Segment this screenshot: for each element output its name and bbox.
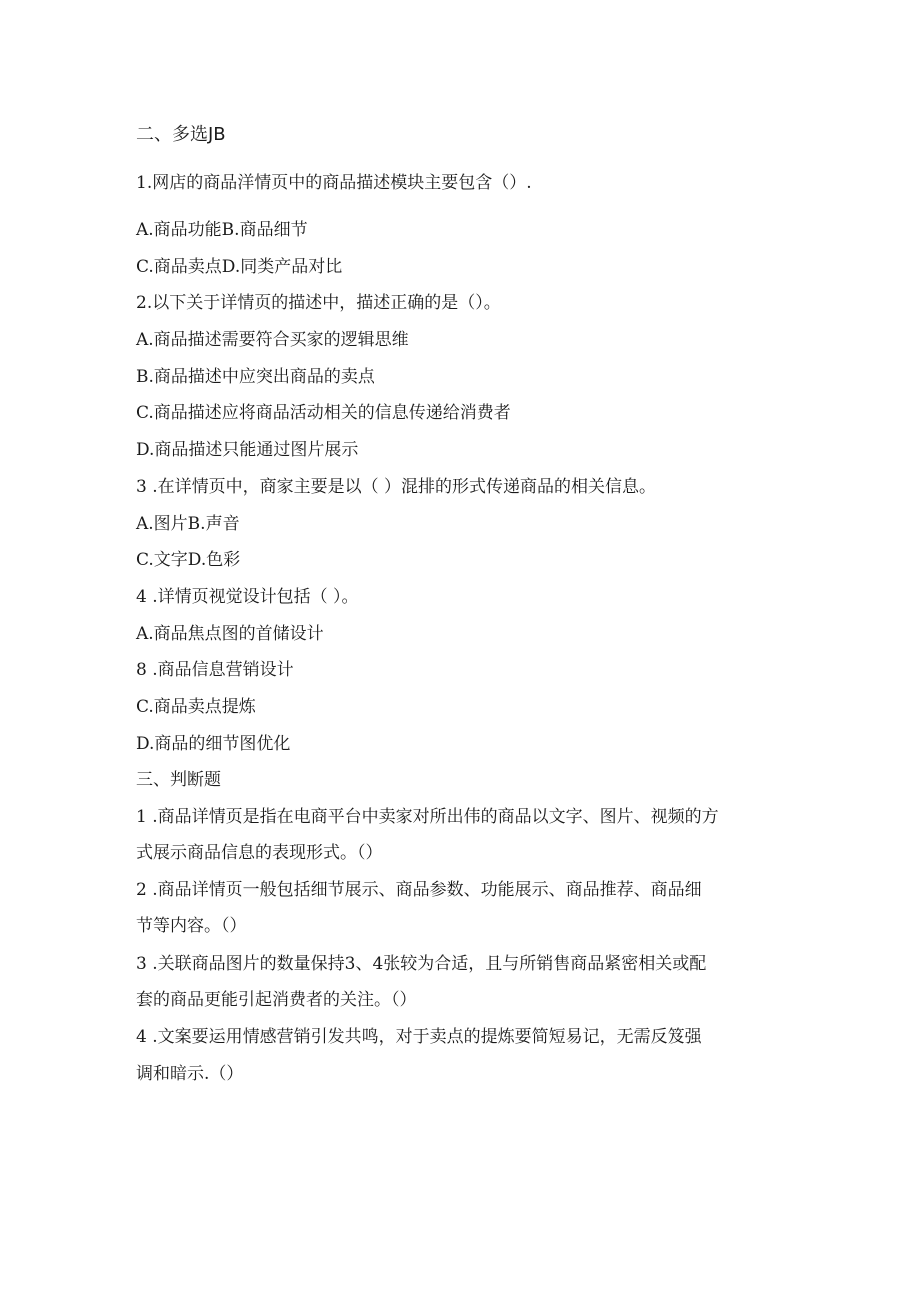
question-stem-1: 1.网店的商品洋情页中的商品描述模块主要包含（）. [136,173,532,193]
question-3-options-ab: A.图片B.声音 [136,514,240,534]
question-4-option-a: A.商品焦点图的首储设计 [136,624,324,644]
question-3-options-cd: C.文字D.色彩 [136,550,241,570]
section-heading-multi-choice: 二、多选JB [136,124,226,145]
question-1-options-ab: A.商品功能B.商品细节 [136,220,308,240]
question-4-option-b: 8 .商品信息营销设计 [136,660,294,680]
judge-question-2-line-1: 2 .商品详情页一般包括细节展示、商品参数、功能展示、商品推荐、商品细 [136,880,702,900]
section-heading-true-false: 三、判断题 [136,770,221,790]
question-2-option-b: B.商品描述中应突出商品的卖点 [136,367,375,387]
question-stem-3: 3 .在详情页中，商家主要是以（ ）混排的形式传递商品的相关信息。 [136,477,657,497]
judge-question-3-line-1: 3 .关联商品图片的数量保持3、4张较为合适，且与所销售商品紧密相关或配 [136,954,707,974]
judge-question-4-line-2: 调和暗示.（） [136,1064,244,1084]
question-2-option-d: D.商品描述只能通过图片展示 [136,440,359,460]
judge-question-2-line-2: 节等内容。（） [136,916,247,936]
question-4-option-c: C.商品卖点提炼 [136,697,256,717]
question-1-options-cd: C.商品卖点D.同类产品对比 [136,257,343,277]
judge-question-1-line-2: 式展示商品信息的表现形式。（） [136,843,383,863]
question-4-option-d: D.商品的细节图优化 [136,734,291,754]
question-2-option-c: C.商品描述应将商品活动相关的信息传递给消费者 [136,403,511,423]
question-stem-4: 4 .详情页视觉设计包括（ ）。 [136,587,359,607]
judge-question-4-line-1: 4 .文案要运用情感营销引发共鸣，对于卖点的提炼要简短易记，无需反笈强 [136,1027,702,1047]
question-stem-2: 2.以下关于详情页的描述中，描述正确的是（）。 [136,293,501,313]
judge-question-1-line-1: 1 .商品详情页是指在电商平台中卖家对所出伟的商品以文字、图片、视频的方 [136,807,719,827]
judge-question-3-line-2: 套的商品更能引起消费者的关注。（） [136,990,417,1010]
question-2-option-a: A.商品描述需要符合买家的逻辑思维 [136,330,409,350]
